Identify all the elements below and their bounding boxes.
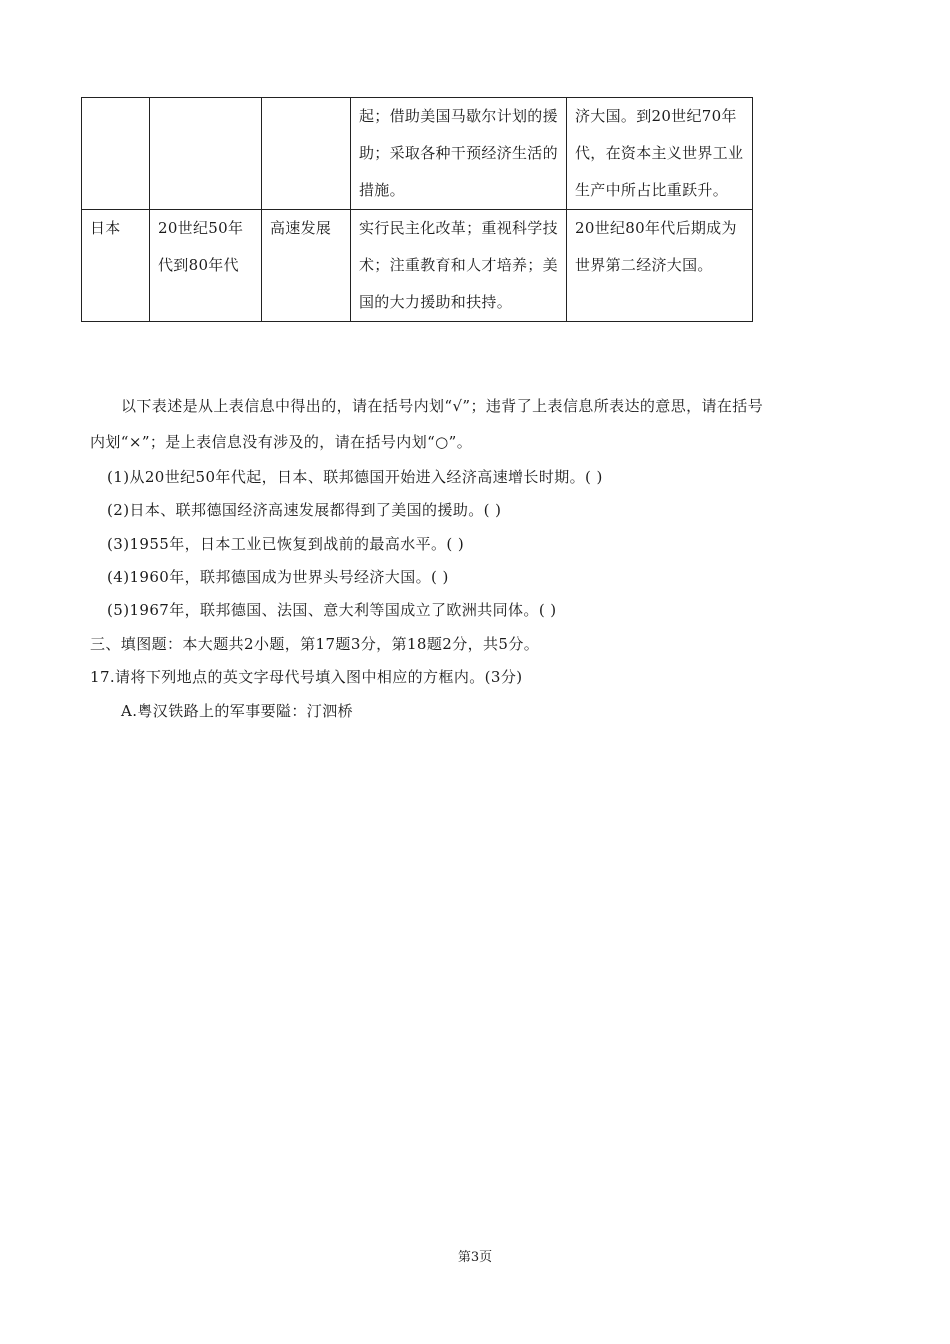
statement-3: (3)1955年，日本工业已恢复到战前的最高水平。( ) [107, 535, 465, 553]
statement-2: (2)日本、联邦德国经济高速发展都得到了美国的援助。( ) [107, 501, 502, 519]
table-cell: 高速发展 [262, 210, 351, 322]
table-cell: 实行民主化改革；重视科学技术；注重教育和人才培养；美国的大力援助和扶持。 [351, 210, 567, 322]
table-cell: 济大国。到20世纪70年代，在资本主义世界工业生产中所占比重跃升。 [567, 98, 753, 210]
statement-5: (5)1967年，联邦德国、法国、意大利等国成立了欧洲共同体。( ) [107, 601, 557, 619]
table-row [82, 98, 753, 210]
section-header: 三、填图题：本大题共2小题，第17题3分，第18题2分，共5分。 [90, 635, 540, 653]
table-row [82, 210, 753, 322]
statement-4: (4)1960年，联邦德国成为世界头号经济大国。( ) [107, 568, 449, 586]
table-cell [82, 98, 150, 210]
question-17: 17.请将下列地点的英文字母代号填入图中相应的方框内。(3分) [90, 668, 523, 686]
page-number: 第3页 [457, 1250, 493, 1265]
table-cell: 起；借助美国马歇尔计划的援助；采取各种干预经济生活的措施。 [351, 98, 567, 210]
table-cell: 20世纪80年代后期成为世界第二经济大国。 [567, 210, 753, 322]
instruction-line-1: 以下表述是从上表信息中得出的，请在括号内划“√”；违背了上表信息所表达的意思，请在括号 [121, 397, 764, 415]
item-a: A.粤汉铁路上的军事要隘：汀泗桥 [121, 702, 354, 720]
instruction-line-2: 内划“×”；是上表信息没有涉及的，请在括号内划“○”。 [90, 433, 473, 451]
table-cell: 日本 [82, 210, 150, 322]
history-table [81, 97, 753, 322]
table-cell [150, 98, 262, 210]
statement-1: (1)从20世纪50年代起，日本、联邦德国开始进入经济高速增长时期。( ) [107, 468, 603, 486]
table-cell [262, 98, 351, 210]
table-cell: 20世纪50年代到80年代 [150, 210, 262, 322]
